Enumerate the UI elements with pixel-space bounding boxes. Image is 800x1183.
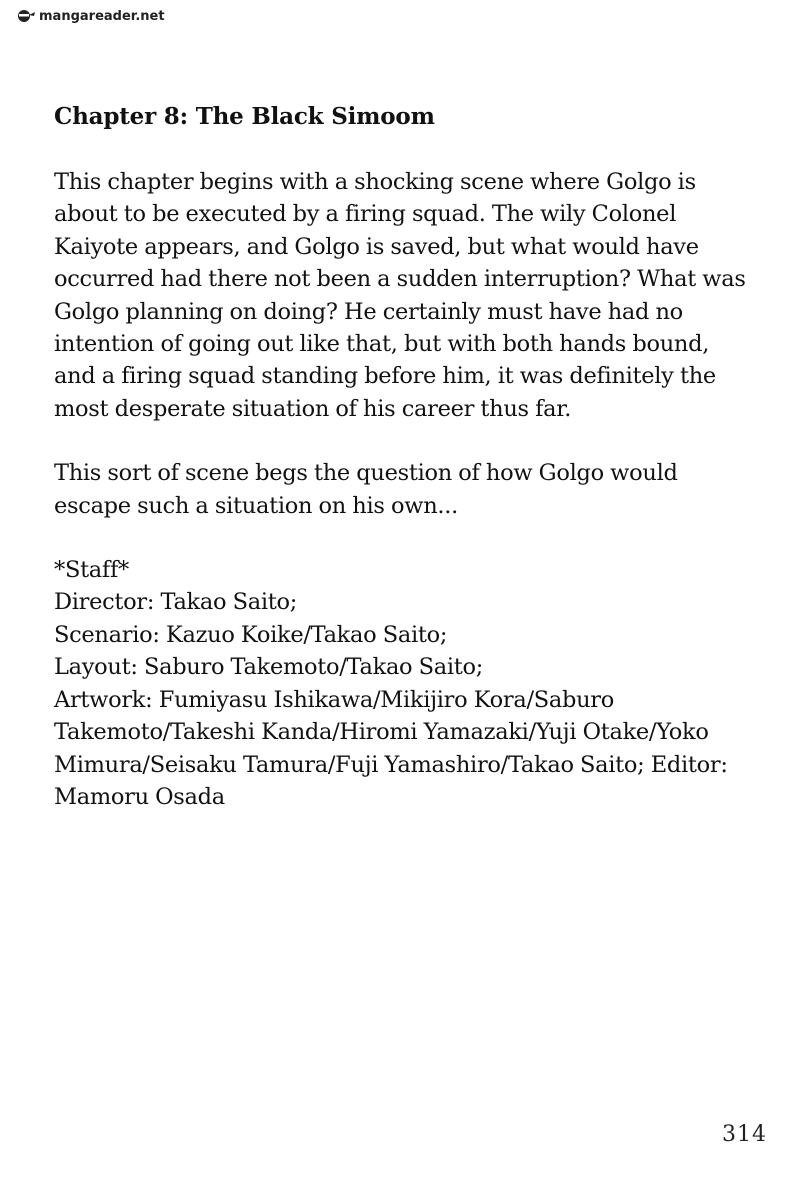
staff-director: Director: Takao Saito; [54,589,297,616]
staff-artwork: Artwork: Fumiyasu Ishikawa/Mikijiro Kora/Saburo Takemoto/Takeshi Kanda/Hiromi Yamazaki/Yuji Otake/Yoko Mimura/Seisaku Tamura/Fuji Yamashiro/Takao Saito; Editor: Mamoru Osada [54,686,728,810]
watermark [14,8,165,24]
chapter-title: Chapter 8: The Black Simoom [54,103,435,130]
paragraph-1: This chapter begins with a shocking scene where Golgo is about to be executed by a firing squad. The wily Colonel Kaiyote appears, and Golgo is saved, but what would have occurred had there not been a sudden interruption? What was Golgo planning on doing? He certainly must have had no intention of going out like that, but with both hands bound, and a firing squad standing before him, it was definitely the most desperate situation of his career thus far. [54,169,746,422]
ninja-icon [14,8,36,24]
staff-scenario: Scenario: Kazuo Koike/Takao Saito; [54,621,448,648]
paragraph-2: This sort of scene begs the question of how Golgo would escape such a situation on his own... [54,460,678,519]
staff-heading: *Staff* [54,557,129,584]
page-number: 314 [722,1122,767,1147]
staff-layout: Layout: Saburo Takemoto/Takao Saito; [54,654,484,681]
watermark-text: mangareader.net [39,8,165,24]
page-content [54,100,754,813]
staff-section [54,554,754,813]
